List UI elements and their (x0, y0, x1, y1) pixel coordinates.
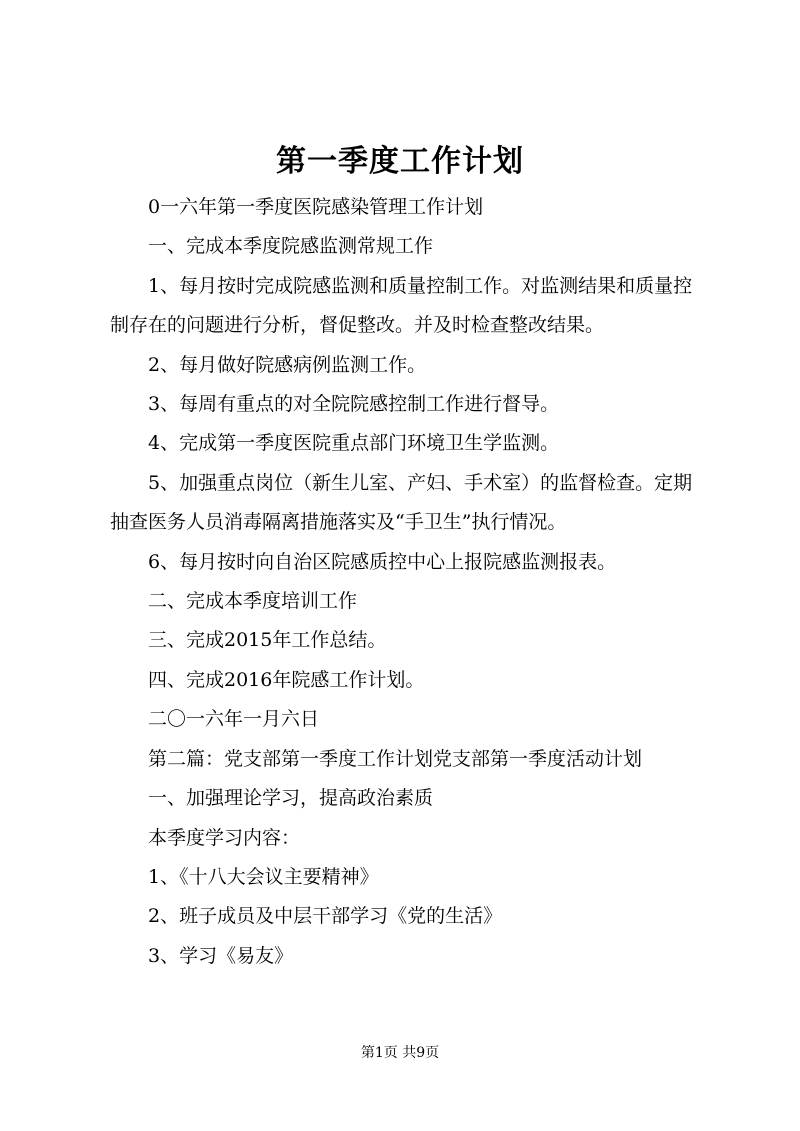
paragraph-study-item-2: 2、班子成员及中层干部学习《党的生活》 (148, 905, 503, 928)
paragraph-subtitle: 0一六年第一季度医院感染管理工作计划 (148, 196, 484, 218)
paragraph-study-item-1: 1、《十八大会议主要精神》 (148, 865, 379, 888)
paragraph-item-5: 5、加强重点岗位（新生儿室、产妇、手术室）的监督检查。定期抽查医务人员消毒隔离措施落实及“手卫生”执行情况。 (110, 471, 693, 534)
page-number-footer: 第1页 共9页 (360, 1045, 440, 1061)
document-body (110, 188, 710, 976)
paragraph-section-4: 四、完成2016年院感工作计划。 (148, 668, 425, 691)
paragraph-item-1: 1、每月按时完成院感监测和质量控制工作。对监测结果和质量控制存在的问题进行分析，督促整改。并及时检查整改结果。 (110, 274, 693, 337)
paragraph-study-item-3: 3、学习《易友》 (148, 944, 294, 967)
paragraph-item-3: 3、每周有重点的对全院院感控制工作进行督导。 (148, 393, 560, 416)
paragraph-study-content: 本季度学习内容： (148, 826, 301, 849)
paragraph-part-2-section-1: 一、加强理论学习，提高政治素质 (148, 787, 434, 810)
document-title: 第一季度工作计划 (276, 144, 524, 179)
paragraph-item-4: 4、完成第一季度医院重点部门环境卫生学监测。 (148, 432, 560, 455)
paragraph-item-6: 6、每月按时向自治区院感质控中心上报院感监测报表。 (148, 550, 617, 573)
paragraph-part-2-heading: 第二篇：党支部第一季度工作计划党支部第一季度活动计划 (148, 747, 643, 770)
paragraph-item-2: 2、每月做好院感病例监测工作。 (148, 353, 427, 376)
paragraph-section-2: 二、完成本季度培训工作 (148, 590, 358, 613)
paragraph-section-1: 一、完成本季度院感监测常规工作 (148, 235, 434, 258)
paragraph-date: 二〇一六年一月六日 (148, 708, 320, 731)
paragraph-section-3: 三、完成2015年工作总结。 (148, 629, 387, 652)
